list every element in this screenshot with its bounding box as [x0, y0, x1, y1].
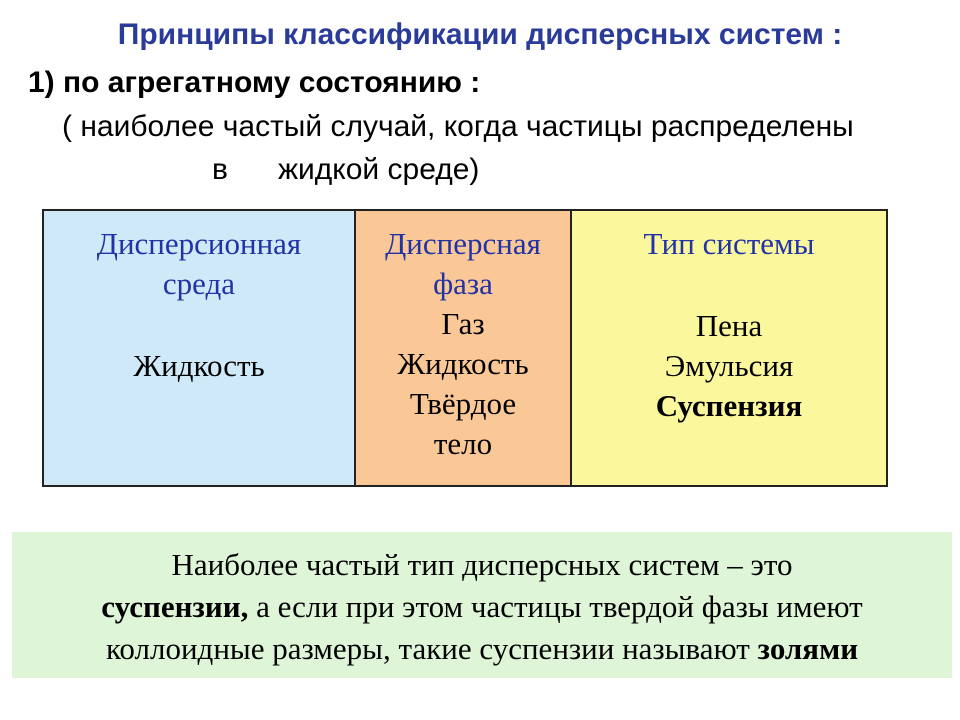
system-type-column [572, 211, 886, 485]
dispersion-medium-value: Жидкость [133, 348, 265, 383]
summary-line-2 [12, 586, 952, 628]
system-type-header: Тип системы [643, 226, 815, 261]
dispersion-medium-header-1: Дисперсионная [96, 226, 302, 261]
system-type-value: Эмульсия [664, 348, 794, 383]
system-type-value-highlight: Суспензия [655, 388, 803, 423]
note-line-2: в жидкой среде) [212, 153, 480, 186]
summary-term-suspensions: суспензии, [101, 589, 249, 624]
summary-line-3 [12, 628, 952, 670]
dispersion-medium-header-2: среда [162, 266, 236, 301]
summary-line-3-text: коллоидные размеры, такие суспензии называют [105, 631, 758, 666]
dispersed-phase-header-2: фаза [433, 266, 493, 301]
dispersed-phase-value: Жидкость [397, 346, 529, 381]
summary-term-sols: золями [757, 631, 859, 666]
summary-box [12, 532, 952, 678]
classification-criterion: 1) по агрегатному состоянию : [28, 66, 481, 99]
summary-line-1: Наиболее частый тип дисперсных систем – это [171, 547, 793, 582]
dispersed-phase-value: Газ [441, 306, 485, 341]
dispersed-phase-header-1: Дисперсная [385, 226, 541, 261]
note-line-1: ( наиболее частый случай, когда частицы распределены [62, 110, 854, 143]
summary-line-2-text: а если при этом частицы твердой фазы имеют [248, 589, 863, 624]
dispersed-phase-column [356, 211, 572, 485]
dispersed-phase-value: Твёрдое [409, 386, 517, 421]
dispersion-medium-column [44, 211, 356, 485]
system-type-value: Пена [695, 308, 763, 343]
dispersed-phase-value: тело [433, 426, 493, 461]
slide-title: Принципы классификации дисперсных систем : [117, 18, 843, 51]
classification-table [42, 209, 888, 487]
